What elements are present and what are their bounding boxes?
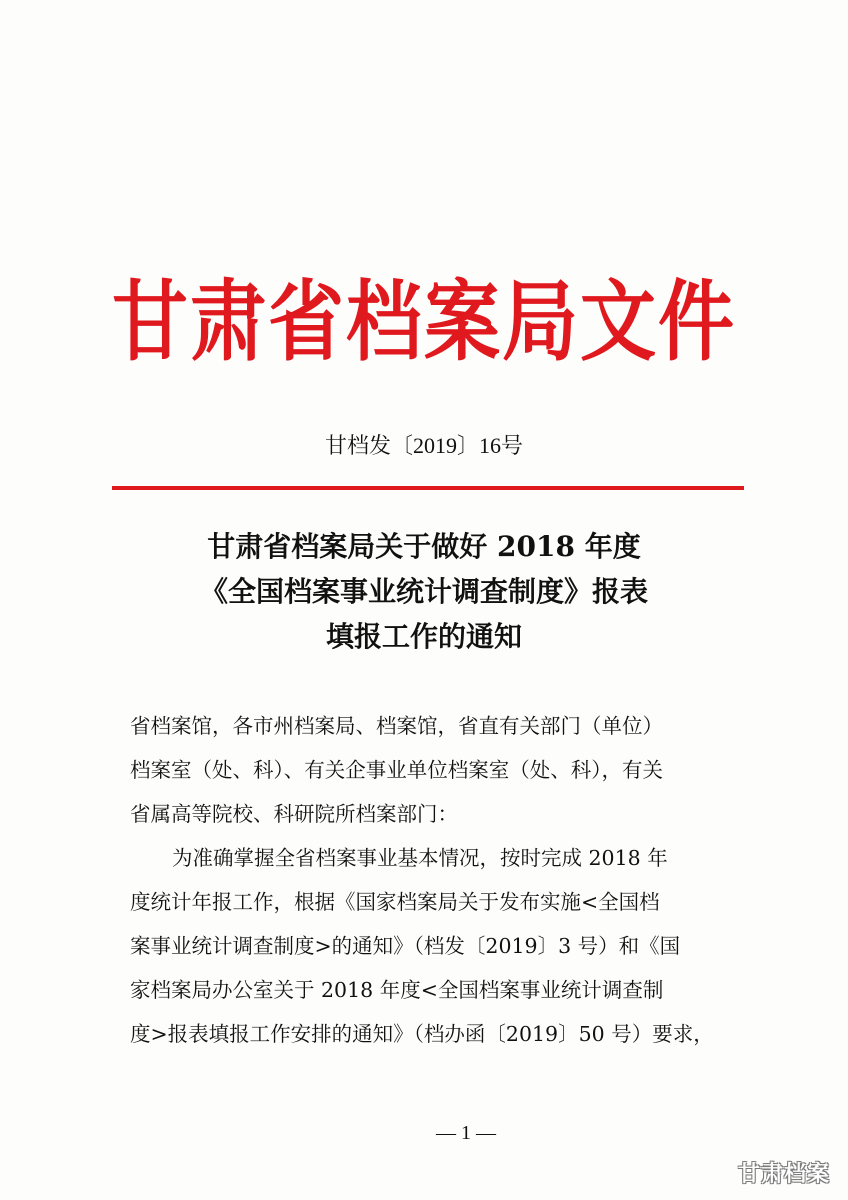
site-watermark: 甘肃档案 xyxy=(737,1162,830,1187)
paragraph-line: 家档案局办公室关于 2018 年度<全国档案事业统计调查制 xyxy=(130,978,664,1002)
document-number: 甘档发〔2019〕16号 xyxy=(324,433,523,458)
issuer-header: 甘肃省档案局文件 xyxy=(112,270,736,373)
title-line: 甘肃省档案局关于做好 2018 年度 xyxy=(207,530,641,563)
document-title xyxy=(0,524,848,659)
title-line: 填报工作的通知 xyxy=(325,620,522,653)
page-number: — 1 — xyxy=(436,1122,496,1144)
recipients-line: 档案室（处、科）、有关企事业单位档案室（处、科），有关 xyxy=(130,758,663,782)
paragraph-line: 为准确掌握全省档案事业基本情况，按时完成 2018 年 xyxy=(172,846,668,870)
paragraph-line: 度统计年报工作，根据《国家档案局关于发布实施<全国档 xyxy=(130,890,660,914)
paragraph-line: 度>报表填报工作安排的通知》（档办函〔2019〕50 号）要求， xyxy=(130,1022,714,1046)
title-line: 《全国档案事业统计调查制度》报表 xyxy=(199,575,648,608)
paragraph-line: 案事业统计调查制度>的通知》（档发〔2019〕3 号）和《国 xyxy=(130,934,681,958)
document-body xyxy=(130,704,730,1056)
red-separator-line xyxy=(112,486,744,490)
recipients-line: 省档案馆，各市州档案局、档案馆，省直有关部门（单位） xyxy=(130,714,663,738)
recipients-line: 省属高等院校、科研院所档案部门： xyxy=(130,802,458,826)
